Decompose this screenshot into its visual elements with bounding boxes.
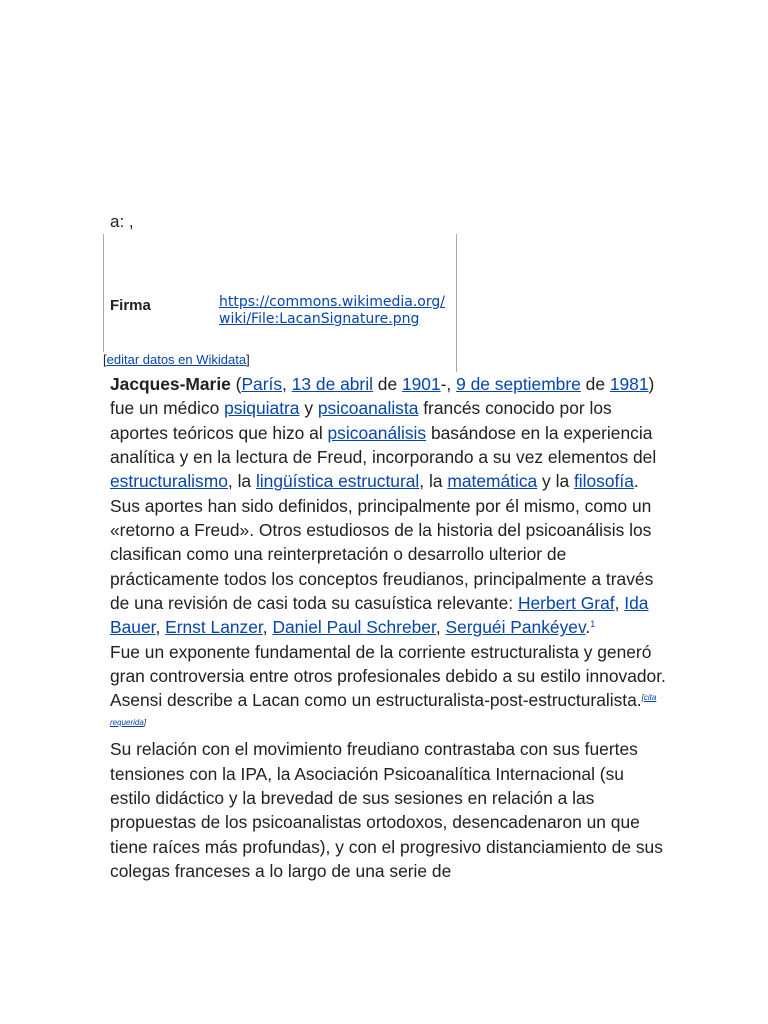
cite-close: ] [143,717,147,727]
text: , la [227,471,256,492]
link-13-abril[interactable]: 13 de abril [291,374,373,394]
text: de [372,374,402,394]
link-matematica[interactable]: matemática [447,471,538,492]
link-paris[interactable]: París [241,374,283,394]
subject-name: Jacques-Marie [110,374,231,394]
text: -, [440,374,457,394]
link-ida-bauer[interactable]: Ida Bauer [110,593,649,638]
citation-needed-link[interactable]: cita requerida [110,693,657,727]
firma-label: Firma [110,297,151,314]
text: . [633,471,639,492]
firma-link[interactable]: https://commons.wikimedia.org/wiki/File:LacanSignature.png [219,294,445,327]
text: y [299,398,318,419]
link-1901[interactable]: 1901 [401,374,441,394]
text: Sus aportes han sido definidos, principalmente por él mismo, como un «retorno a Freud». Otros estudiosos de la historia del psicoanálisis los clasifican como una reinterpretación o desarrollo ulterior de prácticamente todos los conceptos freudianos, principalmente a través de una revisión de casi toda su casuística relevante: [110,495,654,614]
text: de [580,374,610,394]
text: basándose en la experiencia analítica y en la lectura de Freud, incorporando a su vez elementos del [110,422,657,468]
top-text: a: , [110,212,134,231]
paragraph-ipa: Su relación con el movimiento freudiano contrastaba con sus fuertes tensiones con la IPA, la Asociación Psicoanalítica Internacional (su estilo didáctico y la brevedad de sus sesiones en relación a las propuestas de los psicoanalistas ortodoxos, desencadenaron un que tiene raíces más profundas), y con el progresivo distanciamiento de sus colegas franceses a lo largo de una serie de [110,739,663,881]
text: francés conocido por los aportes teóricos que hizo al [110,398,612,443]
text: , [435,617,446,638]
paragraph-aportes [110,494,666,640]
link-1981[interactable]: 1981 [609,374,649,394]
link-psicoanalisis[interactable]: psicoanálisis [327,422,427,443]
text: . [585,617,591,638]
text: , [155,617,166,638]
edit-wikidata-close-bracket: ] [246,352,250,367]
edit-wikidata-open-bracket: [ [103,352,107,367]
article-body [110,372,666,883]
link-psicoanalista[interactable]: psicoanalista [317,398,419,419]
text: , [262,617,273,638]
text: y la [537,471,574,492]
text: ( [230,374,242,394]
link-filosofia[interactable]: filosofía [573,471,634,492]
infobox-left-border [103,234,104,352]
paragraph-estructuralista [110,640,666,737]
link-linguistica-estructural[interactable]: lingüística estructural [255,471,420,492]
link-ernst-lanzer[interactable]: Ernst Lanzer [165,617,263,638]
reference-1[interactable]: 1 [590,619,596,630]
link-estructuralismo[interactable]: estructuralismo [110,471,228,492]
text: ) fue un médico [110,374,655,419]
paragraph-intro [110,372,666,494]
cite-open: [ [641,693,644,703]
infobox-right-border [456,234,457,372]
edit-wikidata-link[interactable]: editar datos en Wikidata [106,352,247,367]
link-sergei-pankeyev[interactable]: Serguéi Pankéyev [445,617,586,638]
text: , [282,374,292,394]
link-psiquiatra[interactable]: psiquiatra [224,398,300,419]
text: Fue un exponente fundamental de la corriente estructuralista y generó gran controversia entre otros profesionales debido a su estilo innovador. Asensi describe a Lacan como un estructuralista-post-estructuralista. [110,641,666,711]
link-9-septiembre[interactable]: 9 de septiembre [456,374,581,394]
text: , la [419,471,448,492]
link-herbert-graf[interactable]: Herbert Graf [517,593,615,614]
link-daniel-paul-schreber[interactable]: Daniel Paul Schreber [272,617,436,638]
text: , [614,593,625,614]
edit-wikidata [103,352,250,367]
